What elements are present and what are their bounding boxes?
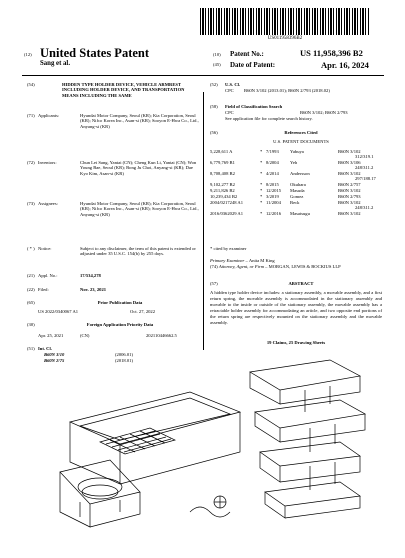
reference-name: Yabuya <box>290 149 304 154</box>
header-rule <box>22 75 384 76</box>
code-71: (71) <box>27 113 35 118</box>
int-cl-year: (2018.01) <box>115 358 133 363</box>
foreign-priority-date: Apr. 25, 2021 <box>38 333 64 338</box>
reference-subclass: 297/188.17 <box>355 176 376 181</box>
reference-mark: * <box>260 211 263 216</box>
prior-pub-title: Prior Publication Data <box>97 300 143 305</box>
int-cl-row: B60N 2/75 <box>44 358 65 363</box>
reference-number: 2004/0217248 A1 <box>210 200 244 205</box>
patent-date: Apr. 16, 2024 <box>321 60 369 70</box>
reference-name: Gomez <box>290 194 304 199</box>
reference-number: 5,228,611 A <box>210 149 233 154</box>
refs-title: References Cited <box>284 130 318 135</box>
prior-pub-number: US 2022/0340067 A1 <box>38 309 79 314</box>
inventors-text: Chun Lei Sang, Yantai (CN); Cheng Kun Li, Yantai (CN); Won Young Bae, Seoul (KR); Bong Ju Choi, Anyang-si (KR); Dae Kyo Kim, Asan-si (KR) <box>80 160 197 176</box>
field-search-note: See application file for complete search history. <box>225 116 313 121</box>
barcode-image <box>200 8 370 35</box>
us-cl-title: U.S. Cl. <box>225 82 241 87</box>
reference-subclass: 312/319.1 <box>355 154 374 159</box>
attorney-line: (74) Attorney, Agent, or Firm – MORGAN, LEWIS & BOCKIUS LLP <box>210 264 341 269</box>
notice-label: Notice: <box>38 246 52 251</box>
prior-pub-date: Oct. 27, 2022 <box>130 309 156 314</box>
field-search-cpc: B60N 3/102; B60N 2/793 <box>300 110 348 115</box>
reference-mark: * <box>260 160 263 165</box>
code-58: (58) <box>210 104 218 109</box>
us-cl-cpc: B60N 3/102 (2013.01); B60N 2/793 (2018.02) <box>244 88 330 93</box>
reference-date: 12/2015 <box>266 188 282 193</box>
reference-date: 11/2004 <box>266 200 281 205</box>
reference-name: Masuda <box>290 188 305 193</box>
reference-number: 10,239,434 B2 <box>210 194 238 199</box>
notice-text: Subject to any disclaimer, the term of this patent is extended or adjusted under 35 U.S.C. 154(b) by 255 days. <box>80 246 196 257</box>
patent-drawing <box>40 352 380 552</box>
inventor-short: Sang et al. <box>40 60 71 67</box>
appl-no-label: Appl. No.: <box>38 273 58 278</box>
code-30: (30) <box>27 322 35 327</box>
reference-mark: * <box>260 194 263 199</box>
reference-class: B60N 3/102 <box>338 149 361 154</box>
assignees-text: Hyundai Motor Company, Seoul (KR); Kia Corporation, Seoul (KR); Nifco Korea Inc., Asan-si (KR); Sooyon E-Hwa Co., Ltd., Anyang-si (KR) <box>80 201 199 217</box>
barcode-number: US011958396B2 <box>267 36 303 41</box>
patent-no-label: Patent No.: <box>230 50 264 58</box>
reference-mark: * <box>260 171 263 176</box>
cited-note: * cited by examiner <box>210 246 247 251</box>
reference-subclass: 248/311.2 <box>355 205 374 210</box>
code-45: (45) <box>213 62 221 67</box>
code-52: (52) <box>210 82 218 87</box>
code-56: (56) <box>210 130 218 135</box>
assignees-label: Assignees: <box>38 201 58 206</box>
foreign-priority-number: 202110446662.5 <box>146 333 177 338</box>
reference-number: 2016/0362029 A1 <box>210 211 244 216</box>
reference-date: 8/2015 <box>266 182 279 187</box>
reference-number: 9,211,826 B2 <box>210 188 235 193</box>
reference-mark: * <box>260 182 263 187</box>
foreign-priority-title: Foreign Application Priority Data <box>86 322 154 327</box>
date-label: Date of Patent: <box>230 61 276 69</box>
reference-date: 7/1993 <box>266 149 279 154</box>
claims-count: 19 Claims, 25 Drawing Sheets <box>266 340 326 345</box>
code-72: (72) <box>27 160 35 165</box>
field-search-cpc-label: CPC <box>225 110 234 115</box>
document-title: United States Patent <box>40 46 150 60</box>
reference-number: 6,779,769 B1 <box>210 160 235 165</box>
abstract-text: A hidden type holder device includes: a stationary assembly, a movable assembly, and a first return spring, the movable assembly is accommodated in the stationary assembly and movable to the inside or outside of the stationary assembly, the movable assembly has a retractable holder assembly for accommodating an article, and two opposite end portions of the return spring are respectively mounted on the stationary assembly and the movable assembly. <box>210 290 382 326</box>
code-21: (21) <box>27 273 35 278</box>
attorney-label: Attorney, Agent, or Firm <box>218 264 265 269</box>
code-notice: ( * ) <box>27 246 35 251</box>
drawing-lines <box>60 360 365 527</box>
filed-value: Nov. 23, 2021 <box>80 287 107 292</box>
code-65: (65) <box>27 300 35 305</box>
code-57: (57) <box>210 281 218 286</box>
examiner-label: Primary Examiner <box>210 258 245 263</box>
reference-class: B60N 3/106 <box>338 160 361 165</box>
us-cl-cpc-label: CPC <box>225 88 234 93</box>
int-cl-title: Int. Cl. <box>38 346 52 351</box>
column-divider <box>203 92 204 350</box>
reference-date: 12/2016 <box>266 211 282 216</box>
reference-number: 8,708,408 B2 <box>210 171 235 176</box>
invention-title: HIDDEN TYPE HOLDER DEVICE, VEHICLE ARMREST INCLUDING HOLDER DEVICE, AND TRANSPORTATION MEANS INCLUDING THE SAME <box>62 82 185 98</box>
reference-name: Yeh <box>290 160 298 165</box>
reference-date: 4/2014 <box>266 171 279 176</box>
code-12: (12) <box>24 52 32 57</box>
examiner-line: Primary Examiner – Anita M King <box>210 258 275 263</box>
reference-number: 9,102,277 B2 <box>210 182 235 187</box>
reference-class: B60N 2/793 <box>338 194 361 199</box>
code-22: (22) <box>27 287 35 292</box>
foreign-priority-country: (CN) <box>80 333 90 338</box>
int-cl-row: B60N 3/10 <box>44 352 65 357</box>
code-51: (51) <box>27 346 35 351</box>
reference-class: B60N 2/757 <box>338 182 361 187</box>
reference-mark: * <box>260 200 263 205</box>
patent-number: US 11,958,396 B2 <box>300 48 363 58</box>
reference-class: B60N 3/102 <box>338 211 361 216</box>
refs-subtitle: U.S. PATENT DOCUMENTS <box>273 139 329 144</box>
code-74: (74) <box>210 264 218 269</box>
code-10: (10) <box>213 52 221 57</box>
attorney-name: MORGAN, LEWIS & BOCKIUS LLP <box>268 264 341 269</box>
examiner-name: Anita M King <box>248 258 275 263</box>
reference-mark: * <box>260 149 263 154</box>
reference-name: Andersson <box>290 171 310 176</box>
reference-date: 3/2019 <box>266 194 279 199</box>
field-search-title: Field of Classification Search <box>225 104 283 109</box>
reference-date: 8/2004 <box>266 160 279 165</box>
reference-class: B60N 3/102 <box>338 171 361 176</box>
reference-class: B60N 3/102 <box>338 200 361 205</box>
reference-name: Beck <box>290 200 300 205</box>
reference-subclass: 248/311.2 <box>355 165 374 170</box>
abstract-title: ABSTRACT <box>288 281 314 286</box>
applicants-text: Hyundai Motor Company, Seoul (KR); Kia Corporation, Seoul (KR); Nifco Korea Inc., Asan-si (KR); Sooyon E-Hwa Co., Ltd., Anyang-si (KR) <box>80 113 199 129</box>
reference-name: Okuhara <box>290 182 306 187</box>
filed-label: Filed: <box>38 287 49 292</box>
reference-mark: * <box>260 188 263 193</box>
appl-no-value: 17/534,278 <box>80 273 101 278</box>
applicants-label: Applicants: <box>38 113 60 118</box>
inventors-label: Inventors: <box>38 160 57 165</box>
int-cl-year: (2006.01) <box>115 352 133 357</box>
code-73: (73) <box>27 201 35 206</box>
reference-name: Masatsugu <box>290 211 310 216</box>
reference-class: B60N 3/102 <box>338 188 361 193</box>
code-54: (54) <box>27 82 35 87</box>
